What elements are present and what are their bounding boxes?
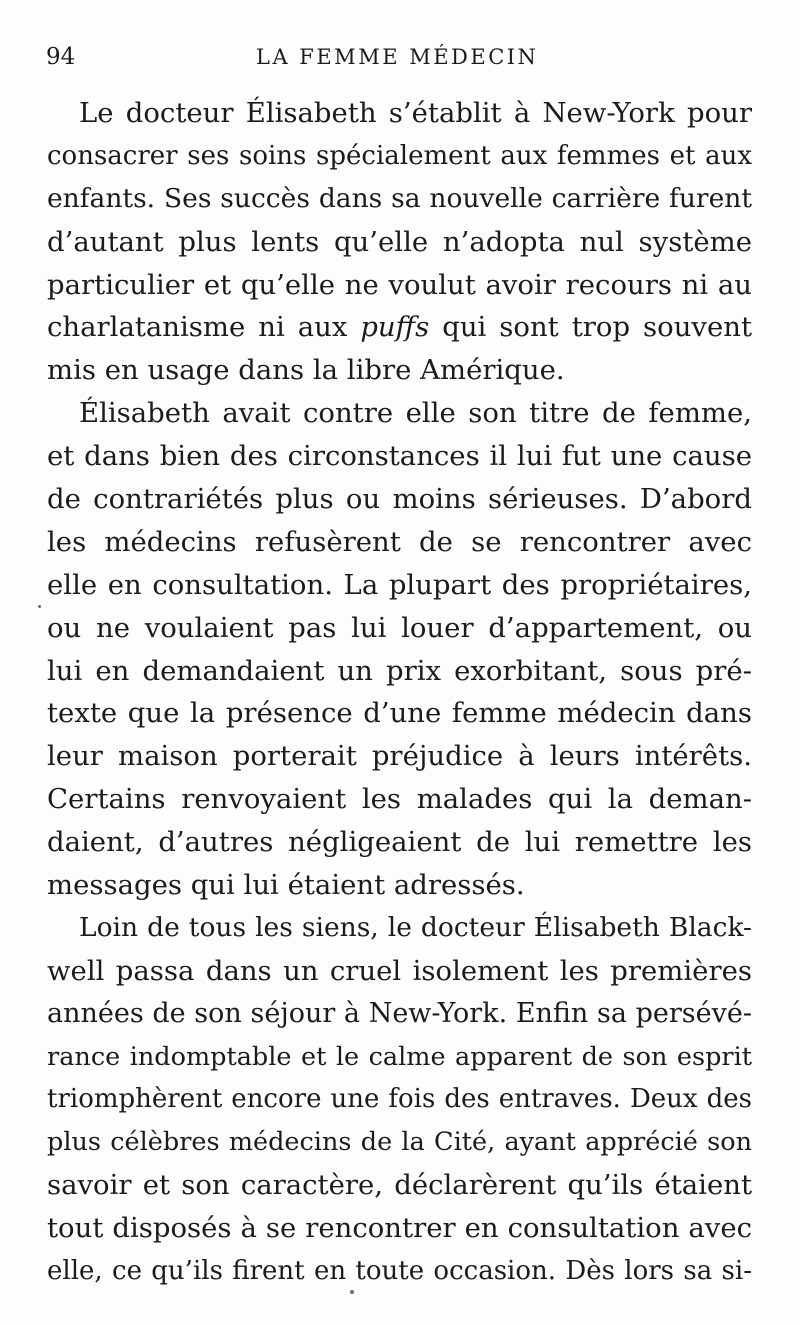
paragraph-2 [47,392,752,907]
text-line: tout disposés à se rencontrer en consultation avec [47,1212,752,1245]
text-line: triomphèrent encore une fois des entraves. Deux des [47,1084,752,1115]
text-line: rance indomptable et le calme apparent de son esprit [47,1041,752,1072]
text-line: well passa dans un cruel isolement les premières [47,954,752,987]
text-line: d’autant plus lents qu’elle n’adopta nul système [47,225,752,258]
text-line: ou ne voulaient pas lui louer d’appartement, ou [47,611,752,644]
text-line: de contrariétés plus ou moins sérieuses. D’abord [47,483,752,516]
text-line: Certains renvoyaient les malades qui la deman- [47,783,752,816]
text-line: enfants. Ses succès dans sa nouvelle carrière furent [47,182,752,214]
text-line: daient, d’autres négligeaient de lui remettre les [47,826,752,859]
paragraph-1 [47,92,752,392]
text-line: savoir et son caractère, déclarèrent qu’ils étaient [47,1169,752,1202]
text-line: messages qui lui étaient adressés. [47,869,525,902]
text-line: elle en consultation. La plupart des propriétaires, [47,568,752,601]
page-number: 94 [46,44,76,70]
text-line: elle, ce qu’ils firent en toute occasion. Dès lors sa si- [47,1256,752,1287]
text-line: texte que la présence d’une femme médecin dans [47,697,752,730]
text-line: Élisabeth avait contre elle son titre de femme, [79,397,752,430]
text-line: consacrer ses soins spécialement aux femmes et aux [47,140,752,171]
scan-speck [38,605,41,608]
text-line: les médecins refusèrent de se rencontrer avec [47,525,752,558]
text-line: mis en usage dans la libre Amérique. [47,354,565,387]
text-line-with-italic: charlatanisme ni aux puffs qui sont trop souvent [47,311,752,344]
text-line: leur maison porterait préjudice à leurs intérêts. [47,740,752,773]
text-line: particulier et qu’elle ne voulut avoir recours ni au [47,268,752,301]
italic-word: puffs [360,311,430,344]
text-line: Loin de tous les siens, le docteur Élisabeth Black- [79,911,752,943]
text-line: lui en demandaient un prix exorbitant, sous pré- [47,654,752,687]
scan-speck [350,1290,354,1294]
paragraph-3 [47,907,752,1293]
page-header [46,44,752,74]
running-head: LA FEMME MÉDECIN [256,45,539,69]
text-line: années de son séjour à New-York. Enfin sa persévé- [47,997,752,1029]
body-text [47,92,752,1293]
text-line: plus célèbres médecins de la Cité, ayant apprécié son [47,1127,752,1158]
text-line: et dans bien des circonstances il lui fut une cause [47,440,752,473]
text-line: Le docteur Élisabeth s’établit à New-York pour [79,97,752,129]
